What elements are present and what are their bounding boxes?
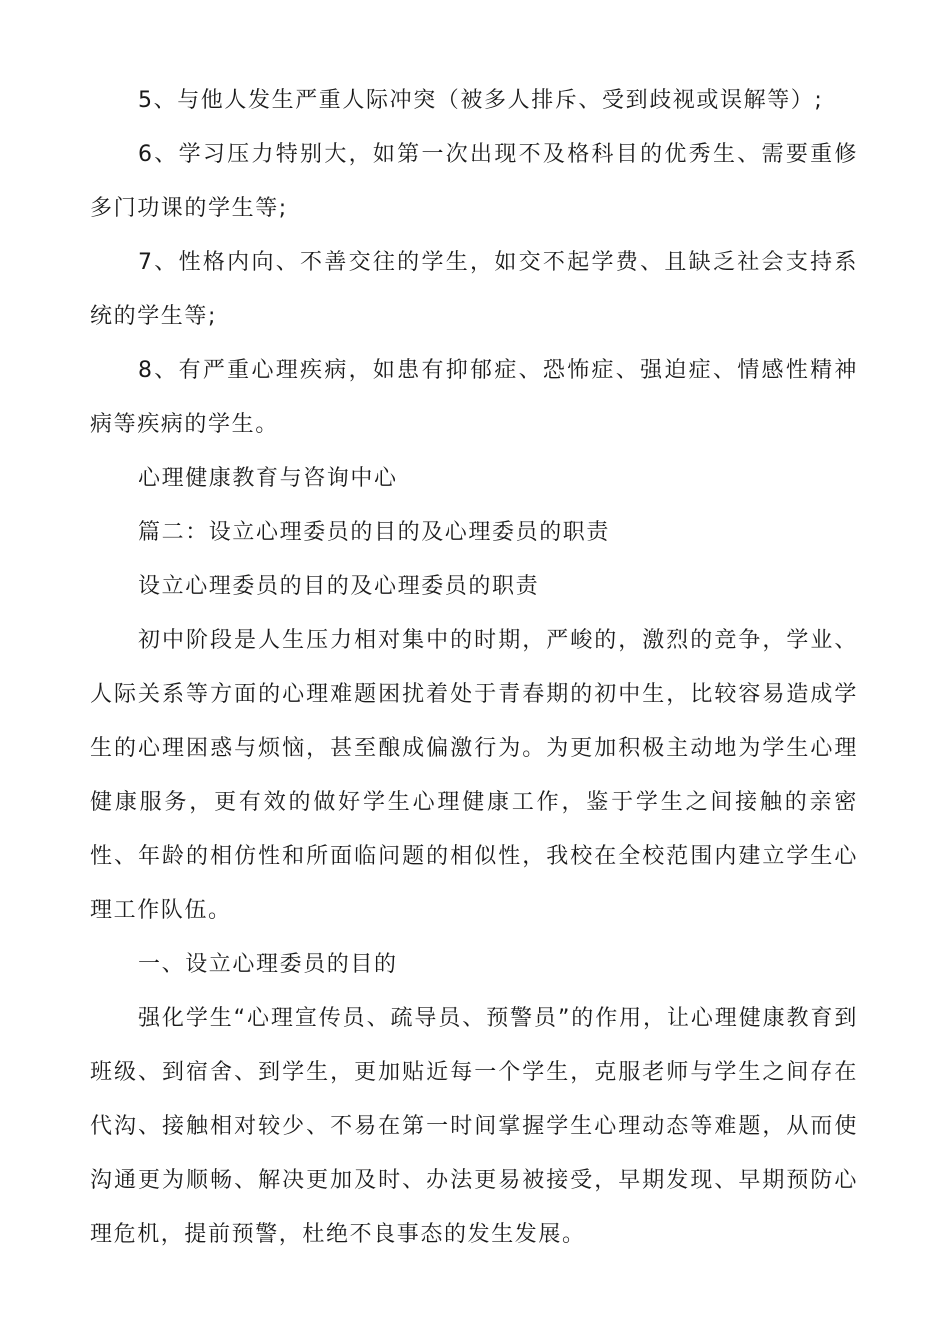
intro-paragraph: 初中阶段是人生压力相对集中的时期，严峻的，激烈的竞争，学业、人际关系等方面的心理难题困扰着处于青春期的初中生，比较容易造成学生的心理困惑与烦恼，甚至酿成偏激行为。为更加积极主动地为学生心理健康服务，更有效的做好学生心理健康工作，鉴于学生之间接触的亲密性、年龄的相仿性和所面临问题的相似性，我校在全校范围内建立学生心理工作队伍。	[90, 628, 858, 923]
body-paragraph: 强化学生“心理宣传员、疏导员、预警员”的作用，让心理健康教育到班级、到宿舍、到学生，更加贴近每一个学生，克服老师与学生之间存在代沟、接触相对较少、不易在第一时间掌握学生心理动态等难题，从而使沟通更为顺畅、解决更加及时、办法更易被接受，早期发现、早期预防心理危机，提前预警，杜绝不良事态的发生发展。	[90, 1006, 858, 1247]
list-item-5: 5、与他人发生严重人际冲突（被多人排斥、受到歧视或误解等）;	[138, 88, 824, 113]
subsection-heading: 一、设立心理委员的目的	[138, 952, 398, 977]
signature-line: 心理健康教育与咨询中心	[138, 466, 398, 491]
list-item-8: 8、有严重心理疾病，如患有抑郁症、恐怖症、强迫症、情感性精神病等疾病的学生。	[90, 358, 858, 437]
list-item-6: 6、学习压力特别大，如第一次出现不及格科目的优秀生、需要重修多门功课的学生等;	[90, 142, 858, 221]
document-page	[90, 74, 858, 1262]
section-title: 设立心理委员的目的及心理委员的职责	[138, 574, 540, 599]
chapter-heading: 篇二：设立心理委员的目的及心理委员的职责	[138, 520, 611, 545]
list-item-7: 7、性格内向、不善交往的学生，如交不起学费、且缺乏社会支持系统的学生等;	[90, 250, 858, 329]
